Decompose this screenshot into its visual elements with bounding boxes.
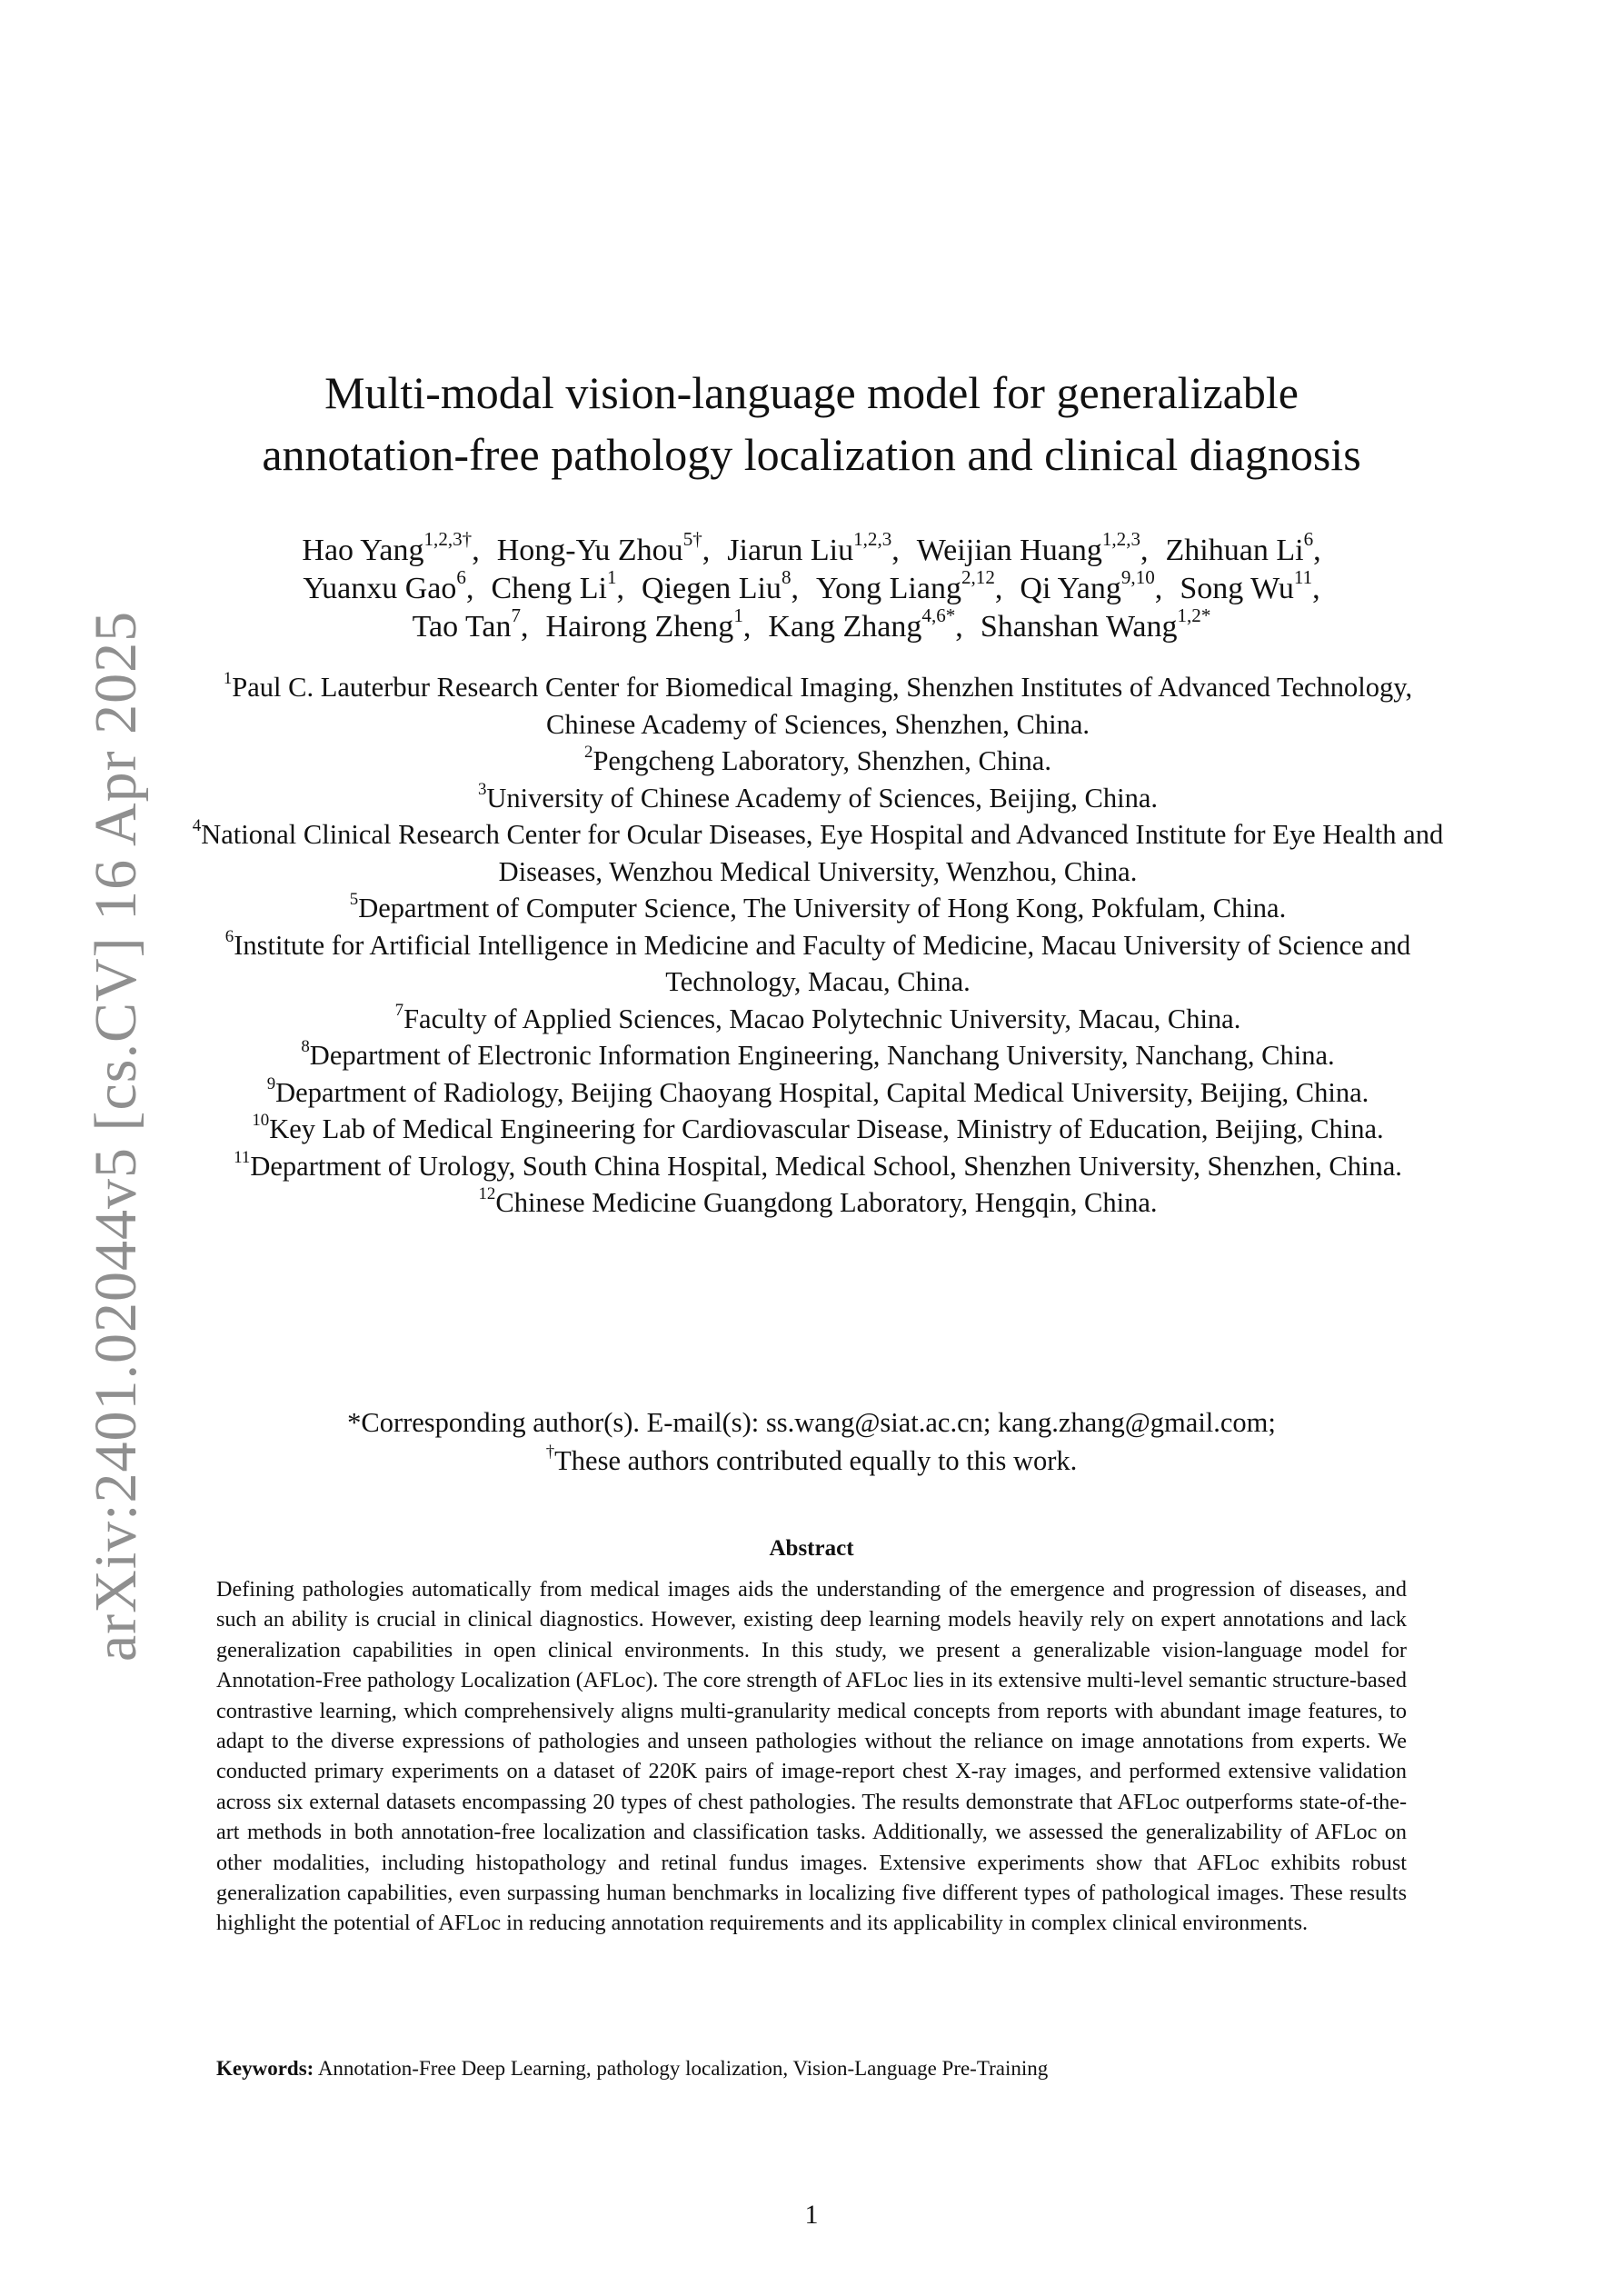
affiliation-text: University of Chinese Academy of Sciences, Beijing, China. [486,782,1159,814]
abstract-heading: Abstract [769,1536,854,1561]
author-name: Qiegen Liu [642,572,782,605]
affiliation-number: 9 [266,1073,276,1093]
affiliation-item [191,669,1445,743]
author-affiliation-marker: 8 [781,566,792,589]
author-separator: , [955,610,963,644]
author-name: Zhihuan Li [1165,534,1304,567]
author [980,604,1211,644]
affiliation-item [191,927,1445,1001]
author-affiliation-marker: 2,12 [961,566,995,589]
author-affiliation-marker: 5† [682,528,702,551]
affiliation-item [191,816,1445,890]
affiliation-text: Paul C. Lauterbur Research Center for Biomedical Imaging, Shenzhen Institutes of Advanced Technology, Chinese Academy of Sciences, Shenzhen, China. [232,672,1413,740]
author-affiliation-marker: 6 [1303,528,1314,551]
author-separator: , [472,534,480,567]
title-line-1: Multi-modal vision-language model for generalizable [324,367,1299,418]
affiliation-text: Department of Radiology, Beijing Chaoyang Hospital, Capital Medical University, Beijing, China. [275,1076,1369,1108]
author [412,604,529,644]
author-affiliation-marker: 1,2,3 [853,528,892,551]
author [302,528,480,567]
author [1165,528,1321,567]
author-affiliation-marker: 1 [733,604,743,627]
author-line-3 [0,604,1623,646]
author-affiliation-marker: 6 [456,566,466,589]
author-separator: , [1154,572,1163,605]
affiliation-number: 3 [477,779,487,799]
affiliation-number: 12 [478,1183,496,1203]
author [545,604,752,644]
paper-title [0,362,1623,485]
author [727,528,900,567]
author-name: Tao Tan [412,610,512,644]
author-separator: , [1140,534,1149,567]
affiliation-list [191,669,1445,1222]
affiliation-item [191,743,1445,780]
author-separator: , [891,534,900,567]
affiliation-item [191,1111,1445,1148]
affiliation-text: Department of Computer Science, The University of Hong Kong, Pokfulam, China. [358,893,1287,923]
affiliation-text: Key Lab of Medical Engineering for Cardiovascular Disease, Ministry of Education, Beijing, China. [269,1113,1384,1144]
author-list [0,528,1623,646]
author-line-2 [0,566,1623,608]
dagger-mark: † [545,1442,555,1462]
author-separator: , [702,534,711,567]
corresponding-note [0,1403,1623,1480]
affiliation-item [191,1074,1445,1112]
title-line-2: annotation-free pathology localization and clinical diagnosis [262,429,1361,480]
author-separator: , [465,572,474,605]
affiliation-item [191,780,1445,817]
author-affiliation-marker: 9,10 [1120,566,1155,589]
affiliation-number: 10 [252,1110,270,1130]
author-separator: , [994,572,1003,605]
corresponding-author-line: *Corresponding author(s). E-mail(s): ss.wang@siat.ac.cn; kang.zhang@gmail.com; [347,1407,1276,1438]
affiliation-item [191,1148,1445,1185]
affiliation-number: 2 [584,742,593,762]
author-name: Shanshan Wang [980,610,1178,644]
affiliation-item [191,1184,1445,1222]
arxiv-identifier: arXiv:2401.02044v5 [cs.CV] 16 Apr 2025 [83,610,149,1662]
keywords [216,2054,1407,2083]
page-number: 1 [804,2200,819,2230]
author [303,566,474,605]
affiliation-number: 5 [349,889,359,909]
author-name: Yong Liang [816,572,961,605]
keywords-label: Keywords: [216,2057,314,2080]
author-name: Song Wu [1180,572,1294,605]
affiliation-text: Department of Electronic Information Engineering, Nanchang University, Nanchang, China. [309,1040,1335,1071]
author-name: Cheng Li [491,572,607,605]
affiliation-text: National Clinical Research Center for Ocular Diseases, Eye Hospital and Advanced Institute for Eye Health and Diseases, Wenzhou Medical University, Wenzhou, China. [201,819,1444,887]
affiliation-item [191,1037,1445,1074]
keywords-text: Annotation-Free Deep Learning, pathology localization, Vision-Language Pre-Training [317,2057,1049,2080]
author-separator: , [521,610,529,644]
affiliation-number: 11 [234,1147,251,1167]
equal-contribution-line [0,1442,1623,1480]
affiliation-text: Faculty of Applied Sciences, Macao Polytechnic University, Macau, China. [403,1003,1241,1034]
author-name: Hairong Zheng [545,610,734,644]
author [816,566,1003,605]
affiliation-item [191,890,1445,927]
author-separator: , [742,610,752,644]
affiliation-text: Pengcheng Laboratory, Shenzhen, China. [592,745,1051,776]
author-line-1 [0,528,1623,570]
author-affiliation-marker: 1,2,3 [1101,528,1140,551]
affiliation-number: 1 [223,668,233,688]
affiliation-text: Chinese Medicine Guangdong Laboratory, Hengqin, China. [495,1187,1158,1218]
affiliation-number: 8 [301,1036,310,1056]
author-name: Hong-Yu Zhou [496,534,683,567]
affiliation-text: Institute for Artificial Intelligence in Medicine and Faculty of Medicine, Macau University of Science and Technology, Macau, China. [234,929,1411,997]
affiliation-item [191,1001,1445,1038]
author-separator: , [1312,572,1320,605]
author-affiliation-marker: 7 [511,604,521,627]
author-affiliation-marker: 1,2* [1177,604,1211,627]
author-affiliation-marker: 1 [606,566,617,589]
author [1020,566,1163,605]
affiliation-text: Department of Urology, South China Hospital, Medical School, Shenzhen University, Shenzhen, China. [250,1150,1402,1182]
author-name: Yuanxu Gao [303,572,457,605]
affiliation-number: 7 [394,1000,404,1020]
author [1180,566,1320,605]
author [491,566,624,605]
author [916,528,1149,567]
author [642,566,799,605]
author-name: Jiarun Liu [727,534,854,567]
author-name: Qi Yang [1020,572,1121,605]
affiliation-number: 4 [192,815,202,835]
author-name: Kang Zhang [768,610,922,644]
author-name: Weijian Huang [916,534,1102,567]
author-affiliation-marker: 4,6* [921,604,956,627]
abstract-body: Defining pathologies automatically from medical images aids the understanding of the emergence and progression of diseases, and such an ability is crucial in clinical diagnostics. However, existing deep learning models heavily rely on expert annotations and lack generalization capabilities in open clinical environments. In this study, we present a generalizable vision-language model for Annotation-Free pathology Localization (AFLoc). The core strength of AFLoc lies in its extensive multi-level semantic structure-based contrastive learning, which comprehensively aligns multi-granularity medical concepts from reports with abundant image features, to adapt to the diverse expressions of pathologies and unseen pathologies without the reliance on image annotations from experts. We conducted primary experiments on a dataset of 220K pairs of image-report chest X-ray images, and performed extensive validation across six external datasets encompassing 20 types of chest pathologies. The results demonstrate that AFLoc outperforms state-of-the-art methods in both annotation-free localization and classification tasks. Additionally, we assessed the generalizability of AFLoc on other modalities, including histopathology and retinal fundus images. Extensive experiments show that AFLoc exhibits robust generalization capabilities, even surpassing human benchmarks in localizing five different types of pathological images. These results highlight the potential of AFLoc in reducing annotation requirements and its applicability in complex clinical environments. [216,1577,1407,1936]
author-separator: , [1313,534,1321,567]
author-separator: , [791,572,799,605]
author-affiliation-marker: 11 [1293,566,1313,589]
author [496,528,711,567]
author [768,604,963,644]
affiliation-number: 6 [224,926,234,946]
equal-contribution-text: These authors contributed equally to this work. [554,1445,1078,1476]
author-affiliation-marker: 1,2,3† [423,528,473,551]
author-separator: , [616,572,624,605]
author-name: Hao Yang [302,534,424,567]
